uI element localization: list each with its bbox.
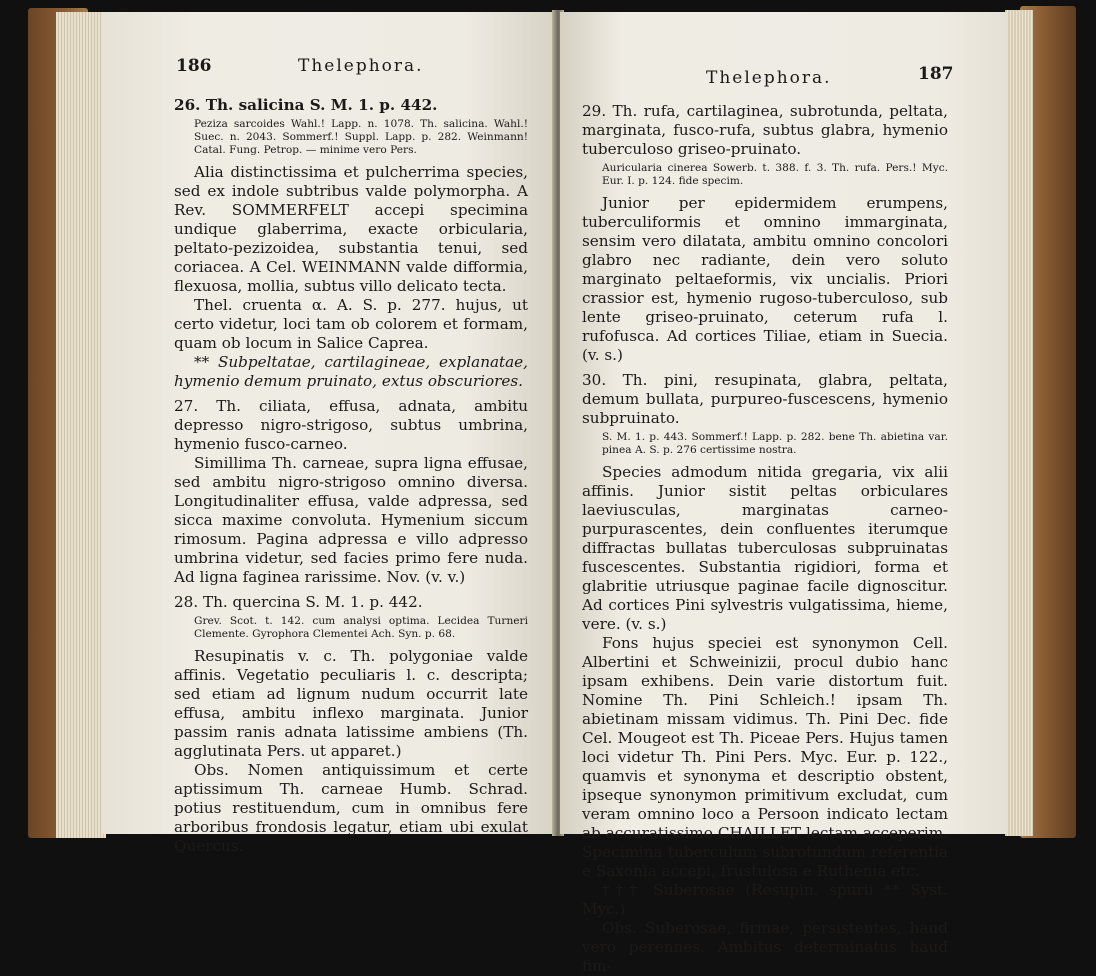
paragraph: Fons hujus speciei est synonymon Cell. Albertini et Schweinizii, procul dubio hanc ipsam exhibens. Dein varie distortum fuit. Nomine Th. Pini Schleich.! ipsam Th. abietinam missam vidimus. Th. Pini Dec. fide Cel. Mougeot est Th. Piceae Pers. Hujus tamen loci videtur Th. Pini Pers. Myc. Eur. p. 122., quamvis et synonyma et descriptio obstent, ipseque synonymon primitivum excludat, cum veram omnino loco a Persoon indicato lectam ab accuratissimo CHAILLET lectam acceperim. Specimina tuberculum subrotundum referentia e Saxonia accepi, frustulosa e Ruthenia etc. — [582, 634, 948, 880]
page-edges-right — [1005, 10, 1033, 836]
paragraph: Obs. Nomen antiquissimum et certe aptissimum Th. carneae Humb. Schrad. potius restituendum, cum in omnibus fere arboribus frondosis legatur, etiam ubi exulat Quercus. — [174, 761, 528, 855]
paragraph: Resupinatis v. c. Th. polygoniae valde affinis. Vegetatio peculiaris l. c. descripta; sed etiam ad lignum nudum occurrit late effusa, ambitu inflexo marginata. Junior passim ranis adnata latissime ambiens (Th. agglutinata Pers. ut apparet.) — [174, 647, 528, 760]
synonymy: Auricularia cinerea Sowerb. t. 388. f. 3. Th. rufa. Pers.! Myc. Eur. I. p. 124. fide specim. — [602, 162, 948, 187]
left-page-number: 186 — [176, 56, 212, 76]
paragraph: 27. Th. ciliata, effusa, adnata, ambitu depresso nigro-strigoso, subtus umbrina, hymenio fusco-carneo. — [174, 397, 528, 453]
section-heading: ††† Suberosae (Resupin. spurii ** Syst. Myc.) — [582, 881, 948, 918]
paragraph: 26. Th. salicina S. M. 1. p. 442. — [174, 96, 438, 114]
paragraph: Simillima Th. carneae, supra ligna effusae, sed ambitu nigro-strigoso omnino diversa. Longitudinaliter effusa, valde adpressa, sed sicca maxime convoluta. Hymenium siccum rimosum. Pagina adpressa e villo adpresso umbrina videtur, sed facies primo fere nuda. Ad ligna faginea rarissime. Nov. (v. v.) — [174, 454, 528, 586]
synonymy: Grev. Scot. t. 142. cum analysi optima. Lecidea Turneri Clemente. Gyrophora Clementei Ach. Syn. p. 68. — [194, 615, 528, 640]
right-page — [560, 12, 1008, 975]
paragraph: Obs. Suberosae, firmae, persistentes, haud vero perennes. Ambitus determinatus haud fim- — [582, 919, 948, 975]
left-running-head: Thelephora. — [298, 56, 424, 76]
paragraph: 28. Th. quercina S. M. 1. p. 442. — [174, 593, 423, 611]
page-edges-left — [56, 12, 106, 838]
paragraph: Thel. cruenta α. A. S. p. 277. hujus, ut certo videtur, loci tam ob colorem et formam, quam ob locum in Salice Caprea. — [174, 296, 528, 352]
paragraph: 29. Th. rufa, cartilaginea, subrotunda, peltata, marginata, fusco-rufa, subtus glabra, hymenio tuberculoso griseo-pruinato. — [582, 102, 948, 158]
left-page — [102, 12, 556, 855]
paragraph: 30. Th. pini, resupinata, glabra, peltata, demum bullata, purpureo-fuscescens, hymenio subpruinato. — [582, 371, 948, 427]
right-page-text — [582, 96, 948, 976]
right-page-number: 187 — [918, 64, 954, 84]
paragraph: Alia distinctissima et pulcherrima species, sed ex indole subtribus valde polymorpha. A Rev. SOMMERFELT accepi specimina undique glaberrima, exacte orbicularia, peltato-pezizoidea, substantia tenui, sed coriacea. A Cel. WEINMANN valde difformia, flexuosa, mollia, subtus villo delicato tecta. — [174, 163, 528, 295]
paragraph: Species admodum nitida gregaria, vix alii affinis. Junior sistit peltas orbiculares laeviusculas, marginatas carneo-purpurascentes, dein confluentes iterumque diffractas bullatas tuberculosas subpruinatas fuscescentes. Substantia rigidiori, forma et glabritie utriusque paginae facile dignoscitur. Ad cortices Pini sylvestris vulgatissima, hieme, vere. (v. s.) — [582, 463, 948, 633]
synonymy: S. M. 1. p. 443. Sommerf.! Lapp. p. 282. bene Th. abietina var. pinea A. S. p. 276 certissime nostra. — [602, 431, 948, 456]
paragraph: Junior per epidermidem erumpens, tuberculiformis et omnino immarginata, sensim vero dilatata, ambitu omnino concolori glabro nec radiante, dein vero soluto marginato peltaeformis, vix uncialis. Priori crassior est, hymenio rugoso-tuberculoso, sub lente griseo-pruinato, ceterum rufa l. rufofusca. Ad cortices Tiliae, etiam in Suecia. (v. s.) — [582, 194, 948, 364]
right-running-head: Thelephora. — [706, 68, 832, 88]
section-heading: ** Subpeltatae, cartilagineae, explanatae, hymenio demum pruinato, extus obscuriores. — [174, 353, 528, 390]
left-page-text — [174, 90, 528, 856]
synonymy: Peziza sarcoides Wahl.! Lapp. n. 1078. Th. salicina. Wahl.! Suec. n. 2043. Sommerf.! Suppl. Lapp. p. 282. Weinmann! Catal. Fung. Petrop. — minime vero Pers. — [194, 118, 528, 156]
